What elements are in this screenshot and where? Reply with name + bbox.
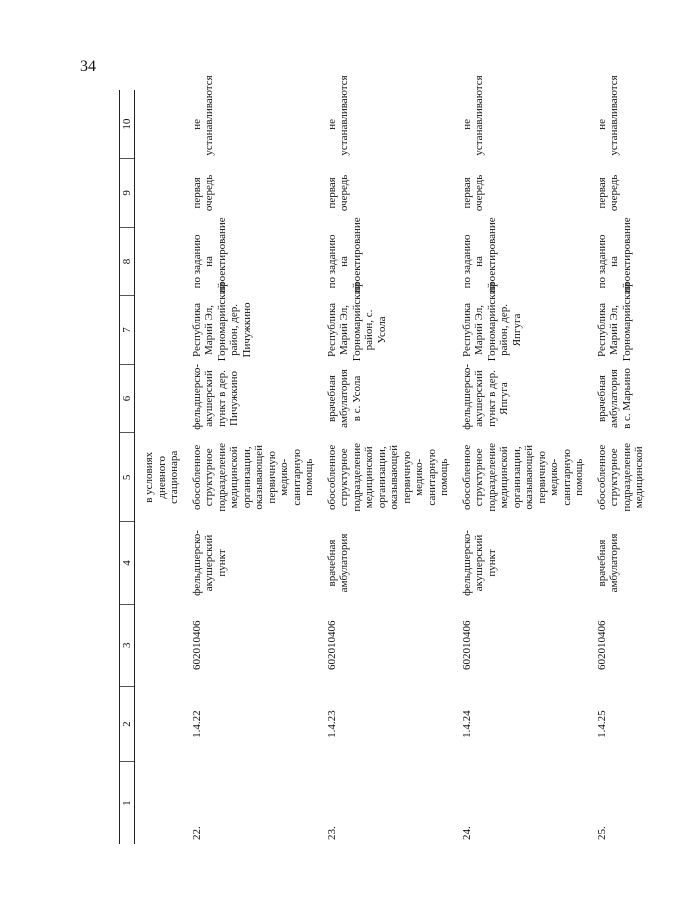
col-header: 1: [120, 762, 135, 844]
row-purpose: обособленное структурное подразделение медицинской: [595, 442, 645, 512]
col-header: 3: [120, 604, 135, 686]
col-header: 4: [120, 522, 135, 604]
row-location: Республика Марий Эл, Горномарийский: [595, 282, 633, 362]
table-row: [316, 90, 451, 844]
col-header: 7: [120, 296, 135, 365]
row-type: врачебная амбулатория: [325, 533, 350, 593]
row-area: по заданию на проектирование: [460, 217, 498, 293]
rotated-table-container: [119, 75, 645, 844]
row-type: врачебная амбулатория: [595, 533, 620, 593]
col-header: 6: [120, 364, 135, 433]
table-row: [451, 90, 586, 844]
row-name: фельдшерско-акушерский пункт в дер. Пичужкино: [190, 363, 240, 430]
row-okato: 602010406: [325, 620, 338, 670]
header-row: [120, 90, 135, 844]
row-zones: не устанавливаются: [190, 75, 215, 156]
row-number: 23.: [325, 826, 338, 840]
col-header: 2: [120, 686, 135, 761]
row-stage: первая очередь: [460, 174, 485, 212]
row-purpose: обособленное структурное подразделение медицинской организации, оказывающей первичную медико-санитарную помощь: [325, 442, 450, 512]
row-location: Республика Марий Эл, Горномарийский район, с. Усола: [325, 282, 388, 362]
col-header: 9: [120, 159, 135, 228]
row-stage: первая очередь: [325, 174, 350, 212]
row-stage: первая очередь: [595, 174, 620, 212]
row-number: 24.: [460, 826, 473, 840]
row-location: Республика Марий Эл, Горномарийский район, дер. Япгуга: [460, 282, 523, 362]
col-header: 10: [120, 90, 135, 159]
row-area: по заданию на проектирование: [595, 217, 633, 293]
row-purpose: обособленное структурное подразделение медицинской организации, оказывающей первичную медико-санитарную помощь: [190, 442, 315, 512]
row-code: 1.4.25: [595, 710, 608, 738]
row-number: 22.: [190, 826, 203, 840]
row-name: врачебная амбулатория в с. Усола: [325, 369, 363, 428]
table-row: [586, 90, 698, 844]
row-zones: не устанавливаются: [460, 75, 485, 156]
row-type: фельдшерско-акушерский пункт: [460, 530, 498, 596]
row-name: фельдшерско-акушерский пункт в дер. Япгуга: [460, 363, 510, 430]
row-area: по заданию на проектирование: [325, 217, 363, 293]
row-location: Республика Марий Эл, Горномарийский район, дер. Пичужкино: [190, 282, 253, 362]
facilities-table: [119, 75, 698, 844]
row-okato: 602010406: [595, 620, 608, 670]
row-name: врачебная амбулатория в с. Марьино: [595, 368, 633, 429]
row-type: фельдшерско-акушерский пункт: [190, 530, 228, 596]
row-number: 25.: [595, 826, 608, 840]
col-header: 5: [120, 433, 135, 522]
row-okato: 602010406: [460, 620, 473, 670]
row-area: по заданию на проектирование: [190, 217, 228, 293]
row-purpose: обособленное структурное подразделение медицинской организации, оказывающей первичную медико-санитарную помощь: [460, 442, 585, 512]
row-zones: не устанавливаются: [595, 75, 620, 156]
col-header: 8: [120, 227, 135, 296]
continuation-cell: в условиях дневного стационара: [143, 450, 180, 504]
table-row: [181, 90, 316, 844]
page-number: 34: [80, 58, 96, 75]
row-code: 1.4.23: [325, 710, 338, 738]
row-zones: не устанавливаются: [325, 75, 350, 156]
row-code: 1.4.22: [190, 710, 203, 738]
continuation-row: [135, 90, 181, 844]
row-okato: 602010406: [190, 620, 203, 670]
row-code: 1.4.24: [460, 710, 473, 738]
row-stage: первая очередь: [190, 174, 215, 212]
